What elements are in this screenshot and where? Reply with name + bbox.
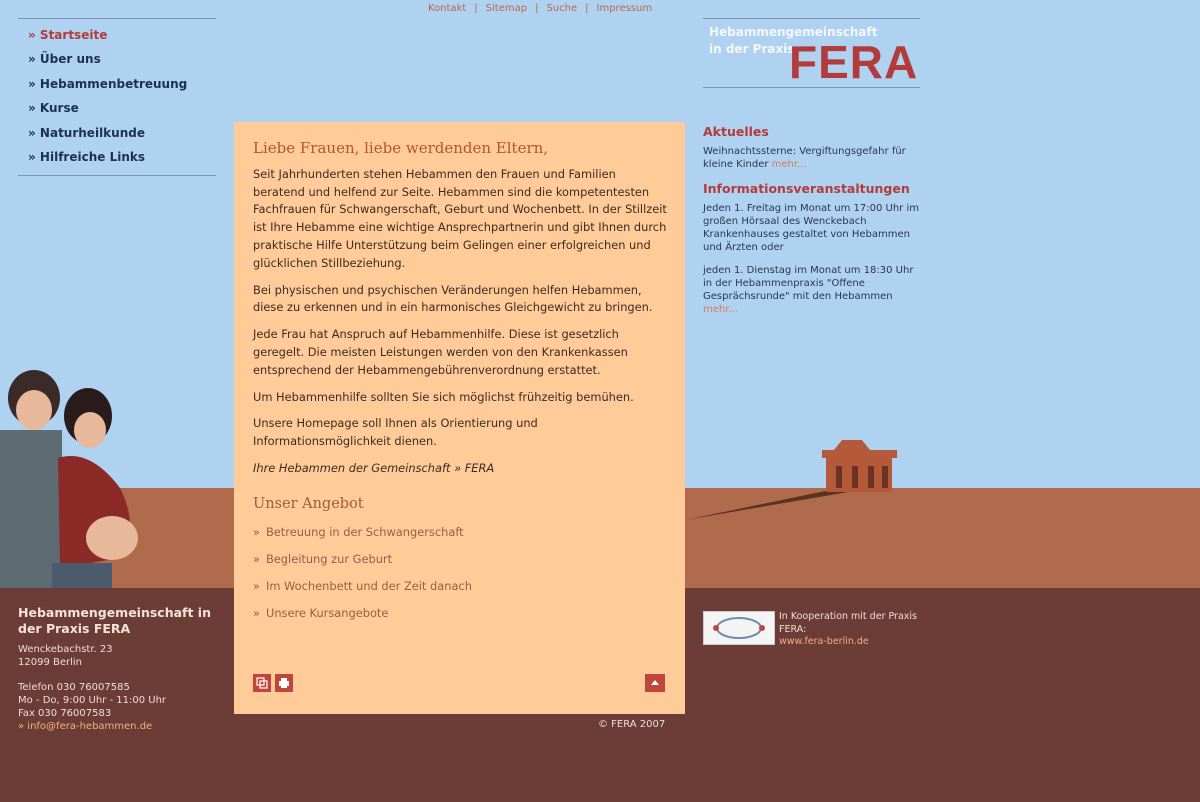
event-text-2: jeden 1. Dienstag im Monat um 18:30 Uhr in der Hebammenpraxis "Offene Gesprächsrunde" mit den Hebammen <box>703 265 914 302</box>
offer-link[interactable]: Unsere Kursangebote <box>265 605 389 620</box>
topnav-kontakt[interactable]: Kontakt <box>428 3 467 14</box>
sidenav-item-hilfreiche-links[interactable]: » Hilfreiche Links <box>28 149 145 164</box>
sidenav-item-startseite[interactable]: » Startseite <box>28 28 108 42</box>
cooperation-text-block <box>779 611 939 649</box>
offer-link[interactable]: Betreuung in der Schwangerschaft <box>265 524 464 539</box>
main-content <box>234 122 685 714</box>
offer-item[interactable] <box>253 551 667 578</box>
site-logo[interactable] <box>703 18 920 88</box>
arrow-icon: » <box>253 605 260 620</box>
right-sidebar <box>703 124 923 326</box>
event-text-1: Jeden 1. Freitag im Monat um 17:00 Uhr im großen Hörsaal des Wenckebach Krankenhauses gestaltet von Hebammen und Ärzten oder <box>703 203 919 253</box>
fera-partner-logo[interactable] <box>703 611 775 645</box>
footer-contact <box>18 605 218 733</box>
topnav-separator: | <box>474 3 478 14</box>
offer-item[interactable] <box>253 578 667 605</box>
events-more-link[interactable]: mehr... <box>703 304 738 315</box>
house-illustration <box>822 440 897 492</box>
sidenav-item-kurse[interactable]: » Kurse <box>28 101 79 116</box>
arrow-icon: » <box>253 578 260 593</box>
couple-illustration <box>0 368 150 588</box>
side-navigation <box>18 18 216 176</box>
page-title: Liebe Frauen, liebe werdenden Eltern, <box>253 139 549 157</box>
sidenav-item-hebammenbetreuung[interactable]: » Hebammenbetreuung <box>28 76 188 91</box>
event-item-2 <box>703 264 923 316</box>
footer-street: Wenckebachstr. 23 <box>18 644 113 655</box>
news-text: Weihnachtssterne: Vergiftungsgefahr für kleine Kinder <box>703 146 906 170</box>
print-icon[interactable] <box>275 674 293 692</box>
topnav-separator: | <box>585 3 589 14</box>
arrow-icon: » <box>253 551 260 566</box>
news-item <box>703 145 923 171</box>
footer-phone: Telefon 030 76007585 <box>18 682 130 693</box>
topnav-sitemap[interactable]: Sitemap <box>485 3 528 14</box>
offer-item[interactable] <box>253 524 667 551</box>
arrow-up-icon[interactable] <box>645 674 665 692</box>
top-navigation <box>428 3 652 14</box>
sidenav-item-naturheilkunde[interactable]: » Naturheilkunde <box>28 125 145 140</box>
news-more-link[interactable]: mehr... <box>771 159 807 170</box>
offer-list <box>253 524 667 632</box>
arrow-icon: » <box>253 524 260 539</box>
footer-email-link[interactable]: » info@fera-hebammen.de <box>18 721 153 732</box>
logo-line2: in der Praxis <box>709 42 795 56</box>
paragraph-changes: Bei physischen und psychischen Veränderungen helfen Hebammen, diese zu erkennen und in ein harmonisches Gleichgewicht zu bringen. <box>253 282 653 315</box>
copy-icon[interactable] <box>253 674 271 692</box>
copyright: © FERA 2007 <box>598 719 666 730</box>
offer-heading: Unser Angebot <box>253 495 364 512</box>
paragraph-entitlement: Jede Frau hat Anspruch auf Hebammenhilfe. Diese ist gesetzlich geregelt. Die meisten Leistungen werden von den Krankenkassen entsprechend der Hebammengebührenverordnung erstattet. <box>253 327 628 377</box>
paragraph-early: Um Hebammenhilfe sollten Sie sich möglichst frühzeitig bemühen. <box>253 389 634 404</box>
topnav-impressum[interactable]: Impressum <box>596 3 653 14</box>
intro-paragraph: Seit Jahrhunderten stehen Hebammen den Frauen und Familien beratend und helfend zur Seite. Hebammen sind die kompetentesten Fachfrauen für Schwangerschaft, Geburt und Wochenbett. In der Stillzeit ist Ihre Hebamme eine wichtige Ansprechpartnerin und gibt Ihnen durch praktische Hilfe Unterstützung beim Gelingen einer erfolgreichen und glücklichen Stillbeziehung. <box>253 166 667 270</box>
logo-fera: FERA <box>789 36 919 88</box>
topnav-suche[interactable]: Suche <box>546 3 578 14</box>
logo-line1: Hebammengemeinschaft <box>709 25 878 39</box>
events-heading: Informationsveranstaltungen <box>703 181 910 196</box>
footer-org-name: Hebammengemeinschaft in der Praxis FERA <box>18 605 211 636</box>
offer-link[interactable]: Begleitung zur Geburt <box>265 551 393 566</box>
offer-link[interactable]: Im Wochenbett und der Zeit danach <box>265 578 472 593</box>
cooperation-link[interactable]: www.fera-berlin.de <box>779 636 869 647</box>
sidenav-item-ueber-uns[interactable]: » Über uns <box>28 52 101 67</box>
content-tools <box>253 674 297 698</box>
signature: Ihre Hebammen der Gemeinschaft » FERA <box>253 460 495 475</box>
topnav-separator: | <box>535 3 539 14</box>
cooperation-text: In Kooperation mit der Praxis FERA: <box>779 611 917 635</box>
paragraph-homepage: Unsere Homepage soll Ihnen als Orientierung und Informationsmöglichkeit dienen. <box>253 416 538 449</box>
news-heading: Aktuelles <box>703 124 769 139</box>
footer-hours: Mo - Do, 9:00 Uhr - 11:00 Uhr <box>18 695 167 706</box>
footer-city: 12099 Berlin <box>18 657 83 668</box>
footer-address <box>18 643 218 669</box>
offer-item[interactable] <box>253 605 667 632</box>
footer-fax: Fax 030 76007583 <box>18 708 112 719</box>
